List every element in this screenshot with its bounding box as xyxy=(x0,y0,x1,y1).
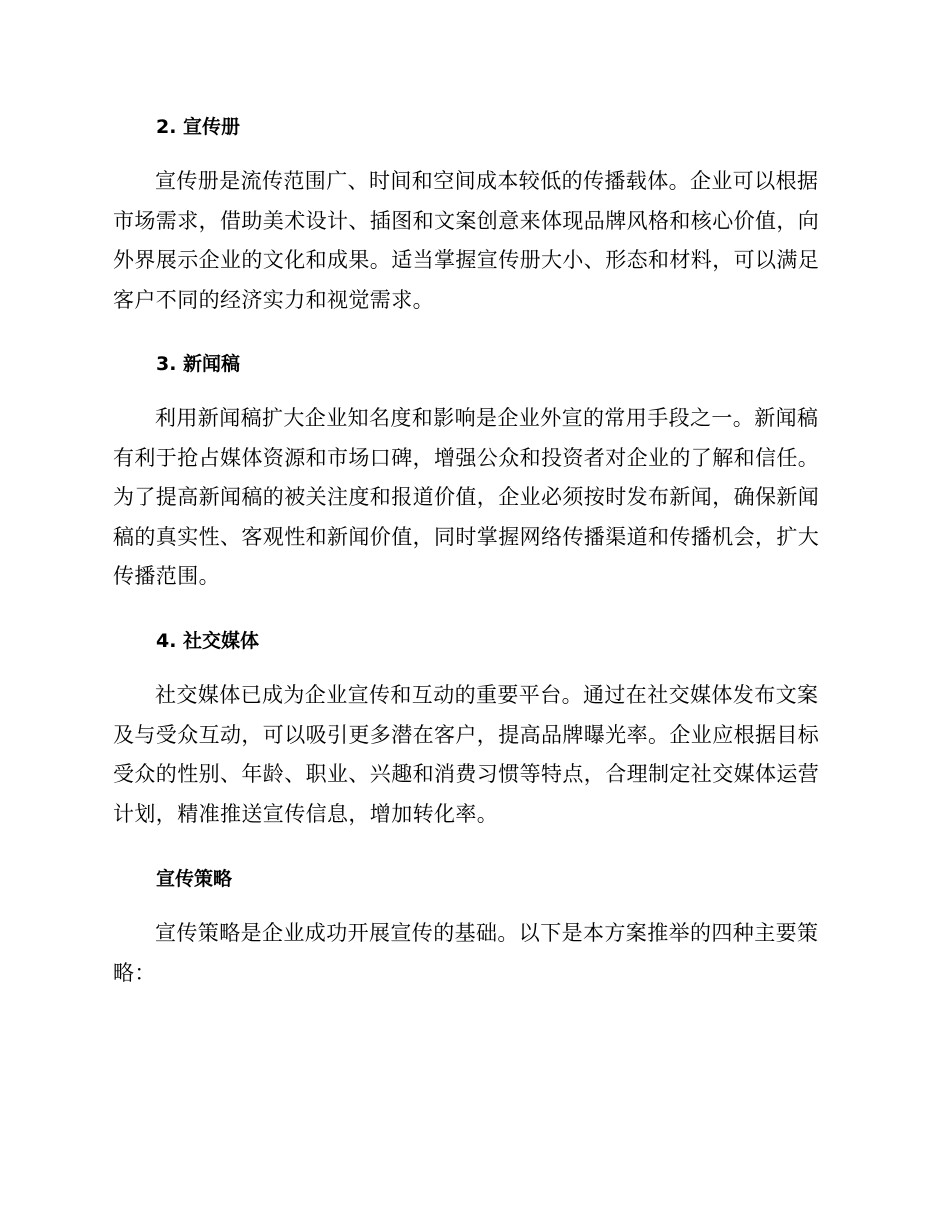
section-heading-strategy: 宣传策略 xyxy=(156,868,233,890)
paragraph-strategy xyxy=(113,914,833,993)
paragraph-line: 社交媒体已成为企业宣传和互动的重要平台。通过在社交媒体发布文案 xyxy=(155,683,819,707)
paragraph-line: 计划，精准推送宣传信息，增加转化率。 xyxy=(113,801,499,826)
paragraph-line: 市场需求，借助美术设计、插图和文案创意来体现品牌风格和核心价值，向 xyxy=(113,208,820,233)
paragraph-brochure xyxy=(113,162,833,320)
paragraph-line: 及与受众互动，可以吸引更多潜在客户，提高品牌曝光率。企业应根据目标 xyxy=(113,722,820,747)
paragraph-social-media xyxy=(113,676,833,834)
section-heading-social-media: 4. 社交媒体 xyxy=(156,630,260,652)
paragraph-line: 利用新闻稿扩大企业知名度和影响是企业外宣的常用手段之一。新闻稿 xyxy=(155,406,819,430)
paragraph-press-release xyxy=(113,399,833,597)
paragraph-line: 宣传策略是企业成功开展宣传的基础。以下是本方案推举的四种主要策 xyxy=(155,921,819,945)
paragraph-line: 受众的性别、年龄、职业、兴趣和消费习惯等特点，合理制定社交媒体运营 xyxy=(113,762,820,786)
paragraph-line: 略： xyxy=(113,960,156,985)
paragraph-line: 客户不同的经济实力和视觉需求。 xyxy=(113,287,434,312)
section-heading-brochure: 2. 宣传册 xyxy=(156,116,241,138)
paragraph-line: 有利于抢占媒体资源和市场口碑，增强公众和投资者对企业的了解和信任。 xyxy=(113,445,820,470)
paragraph-line: 稿的真实性、客观性和新闻价值，同时掌握网络传播渠道和传播机会，扩大 xyxy=(113,524,820,549)
paragraph-line: 宣传册是流传范围广、时间和空间成本较低的传播载体。企业可以根据 xyxy=(155,169,819,193)
paragraph-line: 传播范围。 xyxy=(113,564,220,588)
paragraph-line: 外界展示企业的文化和成果。适当掌握宣传册大小、形态和材料，可以满足 xyxy=(113,248,820,272)
paragraph-line: 为了提高新闻稿的被关注度和报道价值，企业必须按时发布新闻，确保新闻 xyxy=(113,485,820,509)
section-heading-press-release: 3. 新闻稿 xyxy=(156,353,241,375)
